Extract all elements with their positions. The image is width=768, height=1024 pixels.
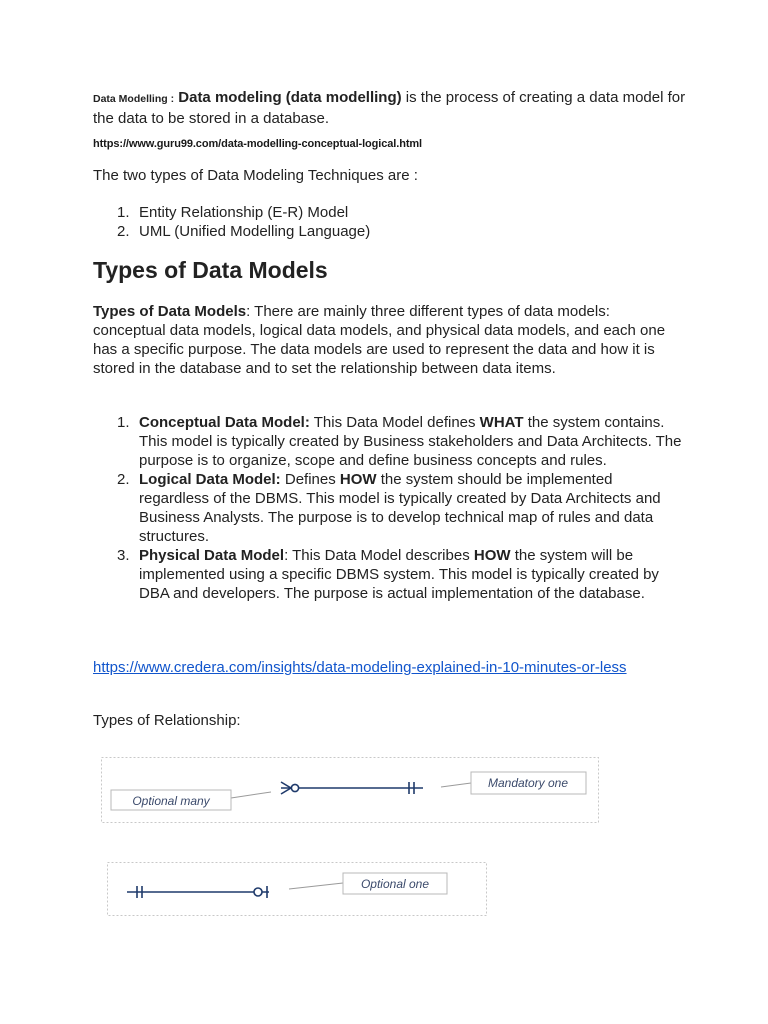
paragraph-text: : There are mainly three different types of data models: conceptual data models, logical data models, and physical data models, and each one has a specific purpose. The data models are used to represent the data and how it is stored in the database and to set the relationship between data items. (93, 303, 666, 377)
techniques-intro: The two types of Data Modeling Techniques are : (93, 167, 418, 184)
intro-paragraph (93, 88, 693, 128)
section-heading: Types of Data Models (93, 257, 328, 283)
list-item-body (139, 470, 683, 546)
intro-label: Data Modelling : (93, 93, 175, 105)
list-item (117, 470, 683, 546)
model-text: the system contains. This model is typically created by Business stakeholders and Data Architects. The purpose is to organize, scope and define business concepts and rules. (139, 414, 682, 469)
model-text: the system will be implemented using a specific DBMS system. This model is typically created by DBA and developers. The purpose is actual implementation of the database. (139, 547, 659, 602)
model-text: This Data Model defines (309, 414, 480, 431)
model-keyword: HOW (473, 547, 511, 564)
list-item (117, 222, 370, 241)
list-number: 2. (117, 223, 130, 240)
model-text: Defines (280, 471, 340, 488)
model-text: : This Data Model describes (284, 547, 474, 564)
list-number: 1. (117, 204, 130, 221)
model-keyword: HOW (339, 471, 377, 488)
source-url-credera[interactable]: https://www.credera.com/insights/data-modeling-explained-in-10-minutes-or-less (93, 659, 627, 676)
relationship-diagram-optional-one (107, 862, 487, 916)
list-number: 1. (117, 414, 130, 431)
intro-term: Data modeling (data modelling) (178, 89, 402, 106)
models-list (117, 413, 683, 603)
paragraph-bold-lead: Types of Data Models (93, 303, 247, 320)
source-url-guru99: https://www.guru99.com/data-modelling-conceptual-logical.html (93, 138, 423, 150)
list-item (117, 546, 683, 603)
list-item-body (139, 546, 683, 603)
model-keyword: WHAT (479, 414, 524, 431)
types-paragraph (93, 302, 683, 378)
list-item (117, 203, 370, 222)
mandatory-one-label: Mandatory one (487, 776, 569, 790)
list-number: 3. (117, 547, 130, 564)
model-title: Logical Data Model: (139, 471, 281, 488)
relationship-heading: Types of Relationship: (93, 712, 241, 729)
list-item-text: UML (Unified Modelling Language) (139, 223, 371, 240)
list-number: 2. (117, 471, 130, 488)
techniques-list (117, 203, 370, 241)
list-item-body (139, 413, 683, 470)
model-title: Conceptual Data Model: (139, 414, 310, 431)
model-title: Physical Data Model (139, 547, 285, 564)
intro-text: is the process of creating a data model for the data to be stored in a database. (93, 89, 686, 127)
optional-many-label: Optional many (132, 794, 210, 808)
relationship-diagram-optional-many-mandatory-one (101, 757, 599, 823)
list-item-text: Entity Relationship (E-R) Model (139, 204, 349, 221)
optional-one-label: Optional one (360, 877, 430, 891)
model-text: the system should be implemented regardless of the DBMS. This model is typically created by Data Architects and Business Analysts. The purpose is to develop technical map of rules and data structures. (139, 471, 661, 545)
list-item (117, 413, 683, 470)
